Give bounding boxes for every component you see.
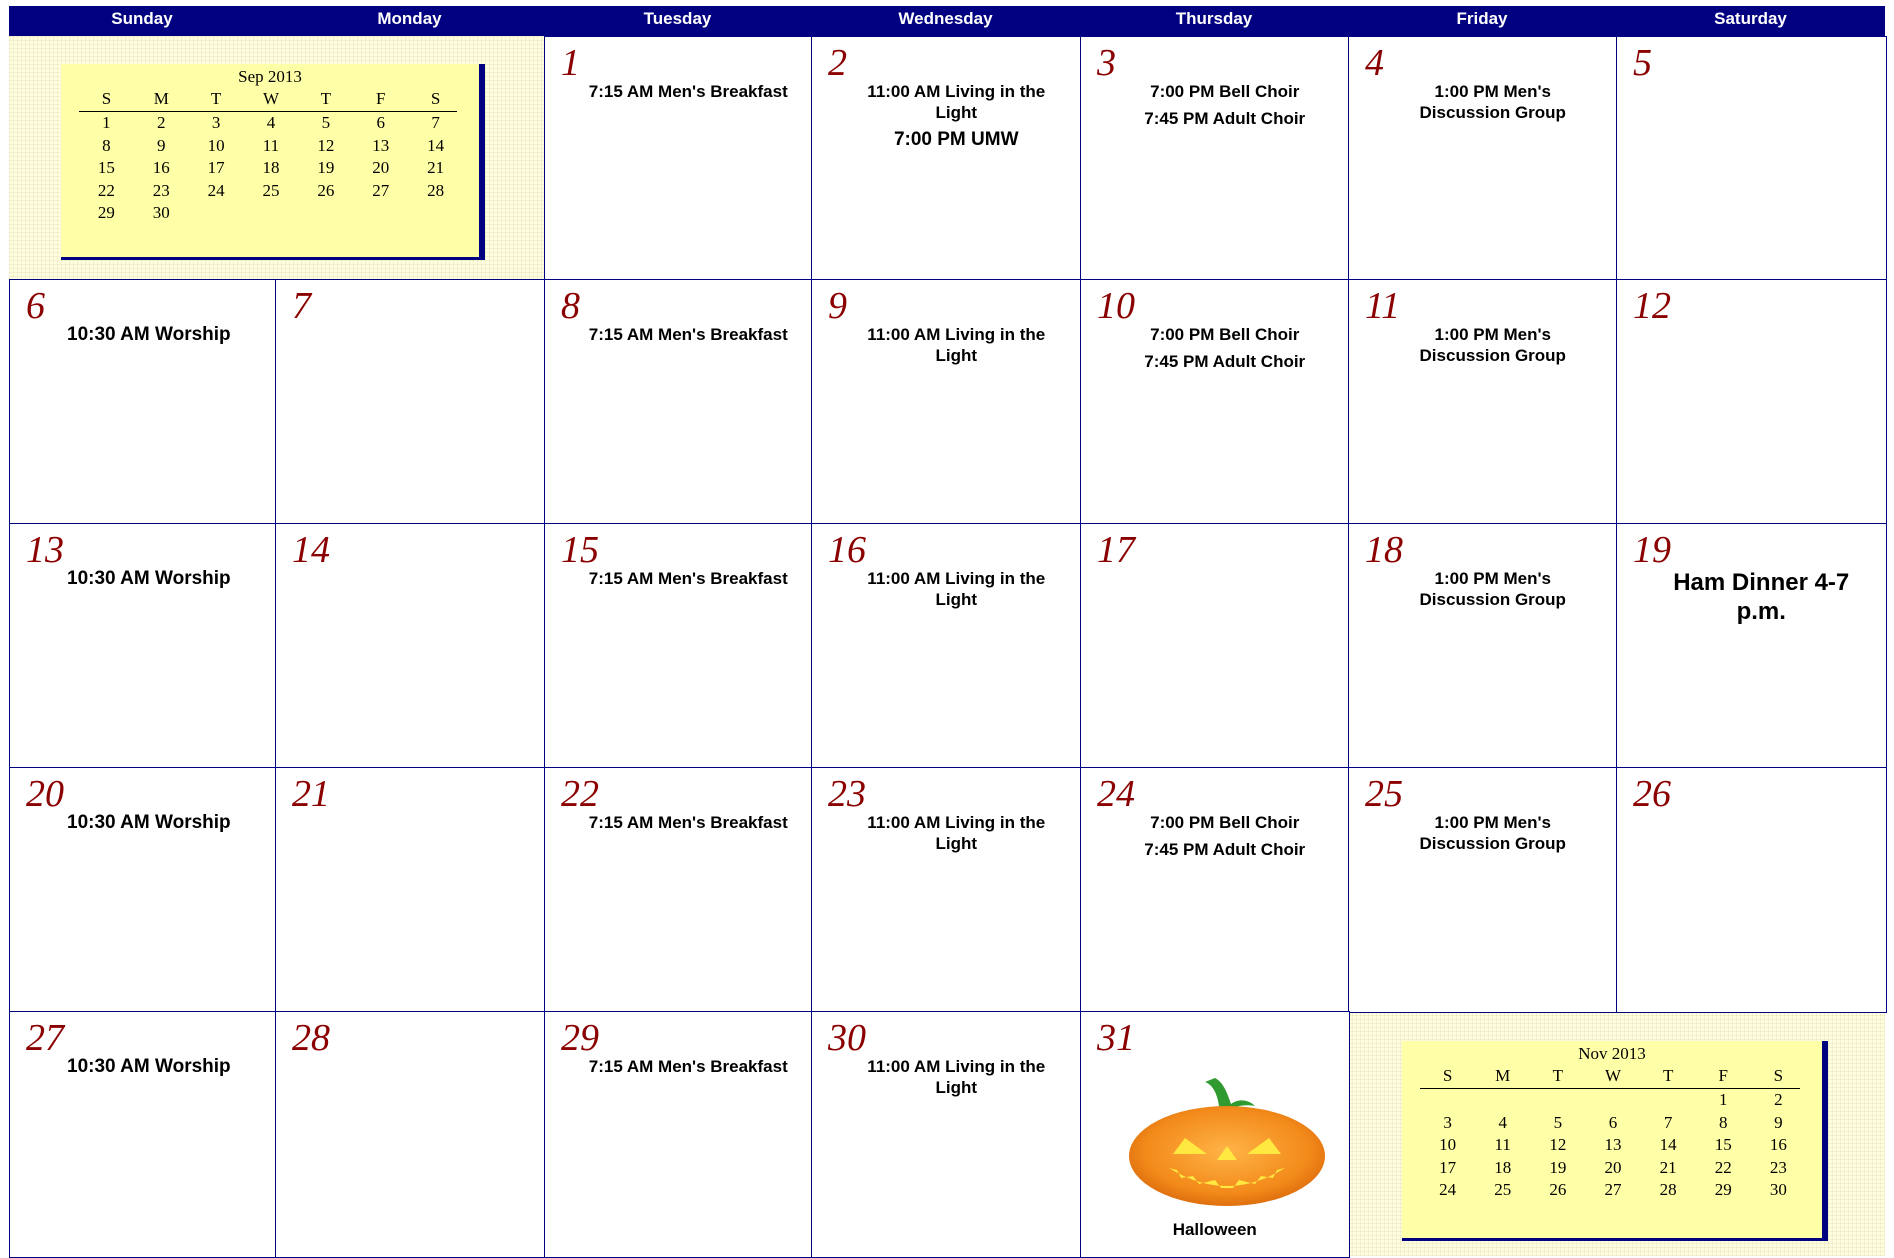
day-events — [812, 568, 1081, 616]
day-cell-9[interactable] — [811, 279, 1082, 525]
weekday-header — [9, 6, 1885, 36]
weekday-thursday: Thursday — [1175, 9, 1253, 28]
mini-calendar-day: 19 — [317, 158, 335, 177]
day-cell-12[interactable] — [1616, 279, 1887, 525]
day-number: 11 — [1365, 285, 1401, 327]
day-number: 13 — [26, 529, 64, 571]
mini-calendar-day: 16 — [152, 158, 170, 177]
mini-calendar-day: 15 — [1714, 1135, 1732, 1154]
mini-calendar-day: 23 — [1769, 1157, 1787, 1177]
calendar-event[interactable]: 10:30 AM Worship — [67, 324, 231, 345]
calendar-event[interactable]: 7:00 PM UMW — [893, 129, 1019, 150]
mini-calendar-day: 26 — [317, 180, 335, 200]
day-number: 25 — [1365, 773, 1403, 815]
calendar-event[interactable]: 7:15 AM Men's Breakfast — [588, 569, 788, 588]
calendar-event[interactable]: 7:45 PM Adult Choir — [1144, 352, 1306, 371]
day-number: 22 — [561, 773, 599, 815]
day-number: 21 — [292, 773, 330, 815]
next-month-mini-calendar — [1402, 1041, 1828, 1241]
day-cell-3[interactable] — [1080, 36, 1350, 281]
day-cell-1[interactable] — [544, 36, 813, 281]
mini-calendar-day: 9 — [157, 135, 166, 155]
mini-calendar-day: 7 — [1663, 1112, 1673, 1132]
day-events — [1349, 81, 1617, 129]
day-number: 31 — [1097, 1017, 1135, 1059]
mini-calendar-day: 14 — [427, 135, 445, 155]
mini-calendar-day: 21 — [1659, 1157, 1677, 1177]
day-events — [10, 812, 276, 839]
day-events — [545, 812, 812, 839]
day-events — [812, 812, 1081, 860]
day-events — [1349, 812, 1617, 860]
mini-calendar-day: 10 — [1439, 1135, 1457, 1154]
calendar-event[interactable]: 10:30 AM Worship — [67, 812, 231, 833]
mini-calendar-day: 4 — [266, 113, 276, 132]
calendar-event[interactable]: 7:15 AM Men's Breakfast — [588, 325, 788, 344]
mini-weekday-label: M — [1495, 1066, 1511, 1085]
mini-calendar-day: 20 — [1604, 1157, 1622, 1177]
mini-calendar-day: 12 — [1549, 1135, 1567, 1154]
day-cell-29[interactable] — [544, 1011, 813, 1258]
day-cell-26[interactable] — [1616, 767, 1887, 1013]
calendar-event[interactable]: 7:15 AM Men's Breakfast — [588, 82, 788, 101]
prev-month-panel — [9, 36, 544, 279]
mini-calendar-day: 27 — [372, 180, 390, 200]
mini-calendar-day: 27 — [1604, 1180, 1622, 1199]
day-cell-30[interactable] — [811, 1011, 1082, 1258]
calendar-event[interactable]: 7:00 PM Bell Choir — [1150, 813, 1300, 832]
day-number: 7 — [292, 285, 311, 327]
calendar-event[interactable]: 11:00 AM Living in the Light — [867, 325, 1046, 365]
next-month-panel — [1348, 1011, 1885, 1256]
calendar-event[interactable]: 1:00 PM Men's Discussion Group — [1419, 325, 1566, 365]
mini-calendar-day: 25 — [262, 180, 280, 200]
day-events — [10, 1056, 276, 1083]
day-cell-15[interactable] — [544, 523, 813, 769]
mini-calendar-day: 15 — [97, 158, 115, 177]
day-number: 16 — [828, 529, 866, 571]
weekday-tuesday: Tuesday — [643, 9, 712, 28]
mini-calendar-day: 23 — [152, 180, 170, 200]
mini-calendar-day: 2 — [157, 113, 166, 132]
day-cell-5[interactable] — [1616, 36, 1887, 281]
calendar-event[interactable]: 7:45 PM Adult Choir — [1144, 109, 1306, 128]
mini-weekday-label: T — [1662, 1066, 1674, 1085]
day-cell-4[interactable] — [1348, 36, 1618, 281]
day-cell-7[interactable] — [275, 279, 546, 525]
mini-calendar-day: 12 — [317, 135, 335, 155]
mini-calendar-day: 20 — [372, 158, 390, 177]
mini-calendar-day: 3 — [1443, 1112, 1452, 1132]
prev-month-mini-calendar — [61, 64, 485, 260]
calendar-event[interactable]: Ham Dinner 4-7 p.m. — [1673, 569, 1850, 625]
mini-calendar-day: 19 — [1549, 1157, 1567, 1177]
day-events — [1081, 812, 1349, 866]
calendar-event[interactable]: 11:00 AM Living in the Light — [867, 82, 1046, 122]
day-events — [812, 1056, 1081, 1104]
day-events — [1349, 324, 1617, 372]
day-number: 12 — [1633, 285, 1671, 327]
mini-calendar-title: Sep 2013 — [238, 67, 302, 86]
mini-calendar-day: 13 — [1604, 1135, 1622, 1154]
mini-calendar-day: 5 — [321, 113, 331, 132]
day-cell-22[interactable] — [544, 767, 813, 1013]
calendar-event[interactable]: 7:00 PM Bell Choir — [1150, 325, 1300, 344]
mini-weekday-label: S — [101, 89, 112, 108]
mini-weekday-label: T — [320, 89, 332, 108]
weekday-friday: Friday — [1456, 9, 1508, 28]
mini-calendar-day: 4 — [1498, 1112, 1507, 1132]
mini-calendar-day: 7 — [431, 113, 440, 132]
day-number: 14 — [292, 529, 330, 571]
day-number: 28 — [292, 1017, 330, 1059]
pumpkin-icon — [1127, 1076, 1327, 1211]
mini-calendar-day: 29 — [1714, 1180, 1732, 1199]
day-number: 29 — [561, 1017, 599, 1059]
day-cell-10[interactable] — [1080, 279, 1350, 525]
mini-calendar-day: 29 — [97, 203, 115, 222]
mini-calendar-day: 25 — [1494, 1180, 1512, 1199]
mini-calendar-day: 18 — [262, 158, 280, 177]
mini-calendar-day: 6 — [1608, 1112, 1618, 1132]
day-cell-16[interactable] — [811, 523, 1082, 769]
day-cell-14[interactable] — [275, 523, 546, 769]
weekday-wednesday: Wednesday — [898, 9, 993, 28]
day-events — [812, 324, 1081, 372]
day-number: 1 — [561, 42, 580, 84]
day-number: 10 — [1097, 285, 1135, 327]
day-cell-25[interactable] — [1348, 767, 1618, 1013]
calendar-event[interactable]: 11:00 AM Living in the Light — [867, 813, 1046, 853]
mini-weekday-label: M — [153, 89, 169, 108]
day-number: 6 — [26, 285, 45, 327]
mini-calendar-day: 21 — [427, 158, 445, 177]
day-events — [1349, 568, 1617, 616]
calendar-event[interactable]: 11:00 AM Living in the Light — [867, 1057, 1046, 1097]
day-cell-2[interactable] — [811, 36, 1082, 281]
calendar-event[interactable]: 7:15 AM Men's Breakfast — [588, 1057, 788, 1076]
mini-weekday-label: S — [430, 89, 441, 108]
day-cell-20[interactable] — [9, 767, 277, 1013]
mini-weekday-label: W — [1604, 1066, 1622, 1085]
mini-calendar-day: 22 — [97, 180, 115, 200]
day-events — [812, 81, 1081, 156]
mini-calendar-day: 9 — [1774, 1112, 1783, 1132]
mini-calendar-day: 17 — [207, 158, 225, 177]
day-cell-19[interactable] — [1616, 523, 1887, 769]
calendar-event[interactable]: 7:00 PM Bell Choir — [1150, 82, 1300, 101]
day-cell-11[interactable] — [1348, 279, 1618, 525]
mini-calendar-day: 22 — [1714, 1157, 1732, 1177]
calendar-event[interactable]: 1:00 PM Men's Discussion Group — [1419, 82, 1566, 122]
day-cell-24[interactable] — [1080, 767, 1350, 1013]
day-events — [1617, 568, 1886, 632]
mini-calendar-day: 1 — [1719, 1090, 1728, 1109]
day-number: 20 — [26, 773, 64, 815]
calendar-event[interactable]: 10:30 AM Worship — [67, 1056, 231, 1077]
mini-calendar-day: 16 — [1769, 1135, 1787, 1154]
mini-calendar-day: 8 — [1719, 1112, 1728, 1132]
mini-weekday-label: T — [210, 89, 222, 108]
calendar-event[interactable]: 1:00 PM Men's Discussion Group — [1419, 569, 1566, 609]
day-cell-13[interactable] — [9, 523, 277, 769]
day-cell-17[interactable] — [1080, 523, 1350, 769]
mini-weekday-label: W — [262, 89, 279, 108]
day-events — [10, 568, 276, 595]
day-number: 18 — [1365, 529, 1403, 571]
day-cell-18[interactable] — [1348, 523, 1618, 769]
mini-calendar-day: 26 — [1549, 1180, 1567, 1199]
calendar-event[interactable]: 10:30 AM Worship — [67, 568, 231, 589]
day-cell-23[interactable] — [811, 767, 1082, 1013]
day-number: 15 — [561, 529, 599, 571]
mini-calendar-day: 24 — [207, 180, 225, 200]
mini-calendar-day: 2 — [1774, 1090, 1783, 1109]
weekday-saturday: Saturday — [1714, 9, 1787, 28]
day-number: 8 — [561, 285, 580, 327]
mini-calendar-day: 1 — [102, 113, 111, 132]
mini-calendar-day: 17 — [1439, 1157, 1457, 1177]
day-number: 5 — [1633, 42, 1652, 84]
month-calendar — [9, 6, 1885, 1256]
day-number: 23 — [828, 773, 866, 815]
day-events — [1081, 324, 1349, 378]
day-number: 17 — [1097, 529, 1135, 571]
mini-calendar-day: 24 — [1439, 1180, 1457, 1199]
day-cell-8[interactable] — [544, 279, 813, 525]
day-cell-21[interactable] — [275, 767, 546, 1013]
mini-calendar-day: 28 — [1659, 1180, 1677, 1199]
mini-calendar-day: 28 — [427, 180, 445, 200]
mini-weekday-label: F — [1718, 1066, 1728, 1085]
mini-weekday-label: F — [375, 89, 386, 108]
day-number: 24 — [1097, 773, 1135, 815]
day-cell-28[interactable] — [275, 1011, 546, 1258]
mini-calendar-day: 5 — [1553, 1112, 1563, 1132]
day-events — [545, 324, 812, 351]
day-number: 9 — [828, 285, 847, 327]
calendar-event[interactable]: 11:00 AM Living in the Light — [867, 569, 1046, 609]
mini-calendar-day: 10 — [207, 135, 225, 155]
weekday-sunday: Sunday — [111, 9, 173, 28]
mini-weekday-label: T — [1552, 1066, 1564, 1085]
mini-calendar-day: 3 — [211, 113, 221, 132]
mini-calendar-day: 30 — [152, 203, 170, 222]
day-number: 3 — [1097, 42, 1116, 84]
day-cell-6[interactable] — [9, 279, 277, 525]
calendar-event[interactable]: 1:00 PM Men's Discussion Group — [1419, 813, 1566, 853]
weekday-monday: Monday — [377, 9, 442, 28]
day-events — [1081, 81, 1349, 135]
mini-calendar-day: 8 — [102, 135, 111, 155]
day-cell-27[interactable] — [9, 1011, 277, 1258]
mini-weekday-label: S — [1442, 1066, 1453, 1085]
day-number: 30 — [828, 1017, 866, 1059]
day-events — [545, 81, 812, 108]
mini-calendar-day: 6 — [376, 113, 385, 132]
day-events — [10, 324, 276, 351]
day-number: 27 — [26, 1017, 64, 1059]
day-number: 4 — [1365, 42, 1384, 84]
mini-calendar-day: 18 — [1494, 1157, 1512, 1177]
calendar-event[interactable]: 7:15 AM Men's Breakfast — [588, 813, 788, 832]
day-number: 19 — [1633, 529, 1671, 571]
mini-calendar-day: 30 — [1769, 1180, 1787, 1199]
holiday-caption: Halloween — [1172, 1220, 1257, 1239]
mini-calendar-day: 11 — [1494, 1135, 1511, 1154]
calendar-event[interactable]: 7:45 PM Adult Choir — [1144, 840, 1306, 859]
mini-weekday-label: S — [1773, 1066, 1784, 1085]
mini-calendar-day: 14 — [1659, 1135, 1677, 1154]
day-events — [545, 1056, 812, 1083]
day-cell-31[interactable] — [1080, 1011, 1350, 1258]
mini-calendar-title: Nov 2013 — [1578, 1044, 1646, 1063]
day-number: 26 — [1633, 773, 1671, 815]
mini-calendar-day: 11 — [262, 135, 280, 155]
mini-calendar-day: 13 — [372, 135, 390, 155]
day-events — [545, 568, 812, 595]
day-number: 2 — [828, 42, 847, 84]
